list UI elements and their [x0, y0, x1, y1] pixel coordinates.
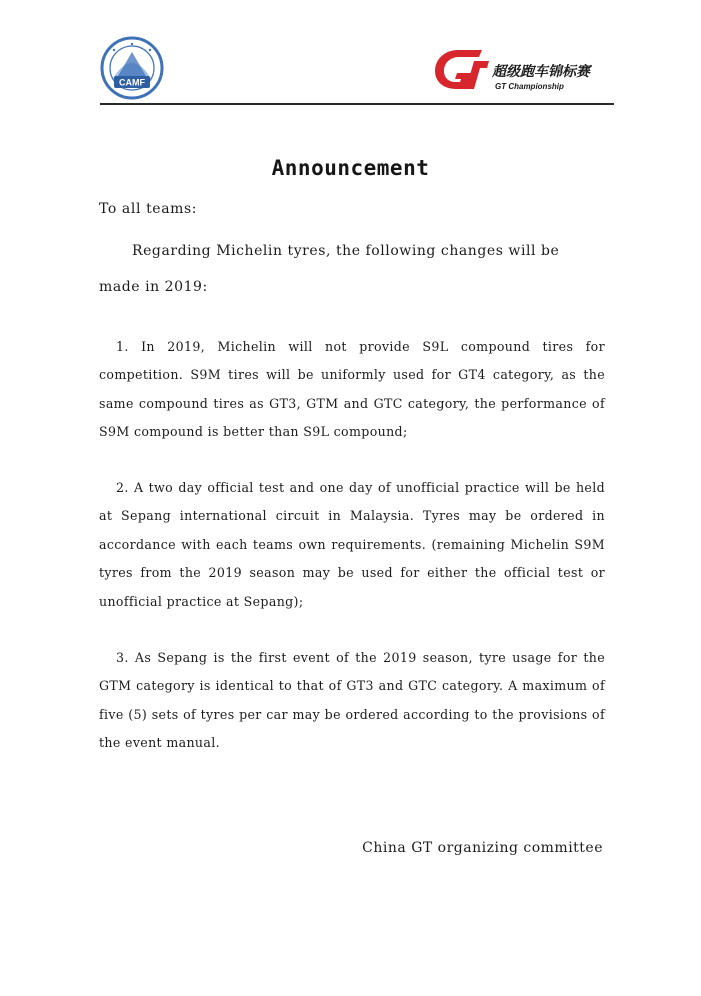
announcement-item-2: 2. A two day official test and one day of unofficial practice will be held at Sepang international circuit in Malaysia. Tyres may be ordered in accordance with each teams own requirements. (remaining Michelin S9M tyres from the 2019 season may be used for either the official test or unofficial practice at Sepang);	[99, 480, 605, 609]
intro-paragraph: Regarding Michelin tyres, the following changes will be made in 2019:	[99, 243, 560, 295]
salutation: To all teams:	[99, 201, 198, 217]
camf-logo	[100, 36, 164, 100]
announcement-title: Announcement	[271, 156, 430, 180]
gt-logo-english-title: GT Championship	[495, 82, 564, 91]
letterhead	[0, 0, 701, 108]
header-divider	[100, 103, 614, 105]
gt-logo-chinese-title: 超级跑车锦标赛	[492, 64, 590, 80]
signature: China GT organizing committee	[362, 840, 603, 856]
announcement-item-3: 3. As Sepang is the first event of the 2019 season, tyre usage for the GTM category is identical to that of GT3 and GTC category. A maximum of five (5) sets of tyres per car may be ordered according to the provisions of the event manual.	[99, 650, 605, 751]
gt-championship-logo	[432, 44, 592, 94]
announcement-item-1: 1. In 2019, Michelin will not provide S9L compound tires for competition. S9M tires will be uniformly used for GT4 category, as the same compound tires as GT3, GTM and GTC category, the performance of S9M compound is better than S9L compound;	[99, 339, 605, 440]
camf-logo-text: CAMF	[119, 77, 145, 88]
